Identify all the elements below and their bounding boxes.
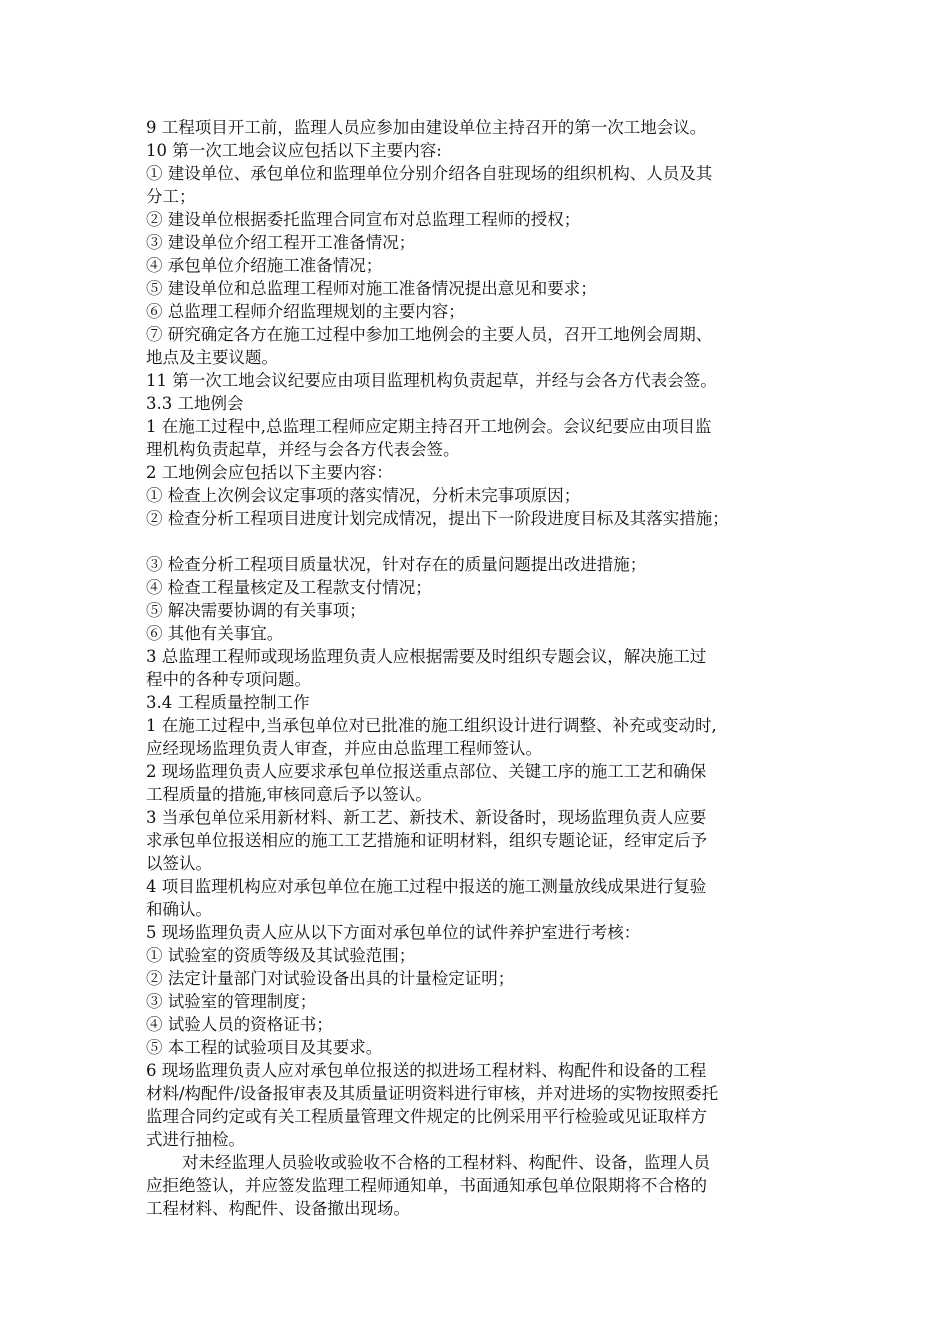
text-line: 式进行抽检。: [146, 1130, 245, 1149]
text-line: 分工；: [146, 187, 196, 206]
text-line: ⑥ 其他有关事宜。: [146, 624, 284, 643]
text-line: 1 在施工过程中,总监理工程师应定期主持召开工地例会。会议纪要应由项目监: [146, 417, 712, 436]
text-line: 地点及主要议题。: [146, 348, 278, 367]
text-line: ⑤ 解决需要协调的有关事项；: [146, 601, 366, 620]
blank-line: [146, 530, 814, 553]
section-heading: 3.4 工程质量控制工作: [146, 693, 310, 712]
text-line: 9 工程项目开工前，监理人员应参加由建设单位主持召开的第一次工地会议。: [146, 118, 707, 137]
text-line: 以签认。: [146, 854, 212, 873]
text-line: ② 检查分析工程项目进度计划完成情况，提出下一阶段进度目标及其落实措施；: [146, 509, 729, 528]
text-line: ② 法定计量部门对试验设备出具的计量检定证明；: [146, 969, 515, 988]
text-line: 程中的各种专项问题。: [146, 670, 311, 689]
text-line: 和确认。: [146, 900, 212, 919]
text-line: 理机构负责起草，并经与会各方代表会签。: [146, 440, 460, 459]
text-line: 材料/构配件/设备报审表及其质量证明资料进行审核，并对进场的实物按照委托: [146, 1084, 719, 1103]
text-line: 2 现场监理负责人应要求承包单位报送重点部位、关键工序的施工工艺和确保: [146, 762, 707, 781]
text-line: 2 工地例会应包括以下主要内容：: [146, 463, 393, 482]
text-line: 3 当承包单位采用新材料、新工艺、新技术、新设备时，现场监理负责人应要: [146, 808, 707, 827]
text-line: ③ 检查分析工程项目质量状况，针对存在的质量问题提出改进措施；: [146, 555, 647, 574]
document-body: [146, 116, 814, 1220]
text-line: ④ 试验人员的资格证书；: [146, 1015, 333, 1034]
text-line: 工程质量的措施,审核同意后予以签认。: [146, 785, 432, 804]
text-line: ⑤ 建设单位和总监理工程师对施工准备情况提出意见和要求；: [146, 279, 597, 298]
text-line: 1 在施工过程中,当承包单位对已批准的施工组织设计进行调整、补充或变动时,: [146, 716, 717, 735]
text-line: 3 总监理工程师或现场监理负责人应根据需要及时组织专题会议，解决施工过: [146, 647, 707, 666]
text-line: ⑤ 本工程的试验项目及其要求。: [146, 1038, 383, 1057]
text-line: 4 项目监理机构应对承包单位在施工过程中报送的施工测量放线成果进行复验: [146, 877, 707, 896]
text-line: ① 试验室的资质等级及其试验范围；: [146, 946, 416, 965]
text-line: 监理合同约定或有关工程质量管理文件规定的比例采用平行检验或见证取样方: [146, 1107, 707, 1126]
text-line: 10 第一次工地会议应包括以下主要内容:: [146, 141, 442, 160]
text-line: ① 建设单位、承包单位和监理单位分别介绍各自驻现场的组织机构、人员及其: [146, 164, 713, 183]
text-line: ⑥ 总监理工程师介绍监理规划的主要内容；: [146, 302, 465, 321]
section-heading: 3.3 工地例会: [146, 394, 244, 413]
text-line: 5 现场监理负责人应从以下方面对承包单位的试件养护室进行考核：: [146, 923, 641, 942]
text-line: 工程材料、构配件、设备撤出现场。: [146, 1199, 410, 1218]
text-line: 求承包单位报送相应的施工工艺措施和证明材料，组织专题论证，经审定后予: [146, 831, 707, 850]
text-line: 应经现场监理负责人审查，并应由总监理工程师签认。: [146, 739, 542, 758]
text-line: ④ 检查工程量核定及工程款支付情况；: [146, 578, 432, 597]
text-line: 6 现场监理负责人应对承包单位报送的拟进场工程材料、构配件和设备的工程: [146, 1061, 707, 1080]
text-line: ① 检查上次例会议定事项的落实情况，分析未完事项原因；: [146, 486, 581, 505]
text-line: ③ 试验室的管理制度；: [146, 992, 317, 1011]
text-line: ④ 承包单位介绍施工准备情况；: [146, 256, 383, 275]
text-line: ③ 建设单位介绍工程开工准备情况；: [146, 233, 416, 252]
text-line: 11 第一次工地会议纪要应由项目监理机构负责起草，并经与会各方代表会签。: [146, 371, 717, 390]
text-line: ② 建设单位根据委托监理合同宣布对总监理工程师的授权；: [146, 210, 581, 229]
text-line: ⑦ 研究确定各方在施工过程中参加工地例会的主要人员，召开工地例会周期、: [146, 325, 713, 344]
text-line: 应拒绝签认，并应签发监理工程师通知单，书面通知承包单位限期将不合格的: [146, 1176, 707, 1195]
text-line: 对未经监理人员验收或验收不合格的工程材料、构配件、设备，监理人员: [182, 1153, 710, 1172]
